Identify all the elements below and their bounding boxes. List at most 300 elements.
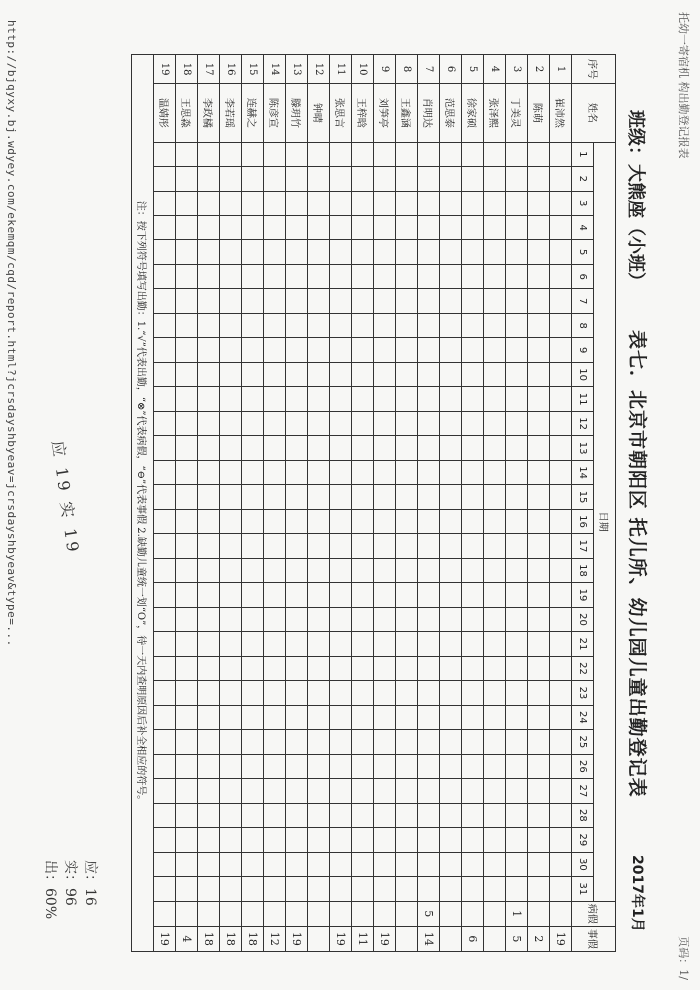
day-cell [550,558,572,582]
day-cell [528,289,550,313]
day-cell [242,632,264,656]
day-cell [264,877,286,902]
day-cell [286,828,308,852]
day-cell [154,705,176,729]
day-cell [440,485,462,509]
day-cell [242,460,264,484]
day-cell [176,191,198,215]
day-cell [440,460,462,484]
day-cell [418,632,440,656]
day-cell [330,754,352,778]
table-row [330,55,352,952]
day-cell [176,681,198,705]
day-cell [176,534,198,558]
day-cell [396,632,418,656]
day-cell [198,387,220,411]
day-cell [396,779,418,803]
day-cell [528,803,550,827]
day-cell [440,215,462,239]
day-cell [308,264,330,288]
day-cell [308,289,330,313]
day-cell [396,828,418,852]
personal-days: 18 [242,926,264,951]
table-row [286,55,308,952]
day-cell [352,362,374,386]
day-cell [176,852,198,876]
col-header-day: 27 [572,779,594,803]
day-cell [198,411,220,435]
footnote-row [132,55,154,952]
personal-days: 19 [330,926,352,951]
day-cell [528,436,550,460]
col-header-day: 5 [572,240,594,264]
child-name: 连赫之 [242,84,264,142]
day-cell [462,509,484,533]
day-cell [484,681,506,705]
day-cell [506,215,528,239]
day-cell [330,191,352,215]
col-header-day: 10 [572,362,594,386]
day-cell [352,142,374,166]
day-cell [176,338,198,362]
day-cell [418,436,440,460]
day-cell [418,460,440,484]
day-cell [484,730,506,754]
day-cell [440,313,462,337]
day-cell [242,338,264,362]
col-header-day: 21 [572,632,594,656]
day-cell [352,754,374,778]
day-cell [484,754,506,778]
personal-days: 19 [374,926,396,951]
day-cell [198,460,220,484]
day-cell [176,877,198,902]
day-cell [286,313,308,337]
day-cell [484,191,506,215]
day-cell [528,607,550,631]
day-cell [242,656,264,680]
handwritten-stat-3: 出：60% [42,860,58,920]
day-cell [484,289,506,313]
day-cell [506,803,528,827]
day-cell [418,142,440,166]
day-cell [330,730,352,754]
day-cell [242,705,264,729]
day-cell [418,705,440,729]
day-cell [484,436,506,460]
day-cell [550,240,572,264]
day-cell [440,264,462,288]
day-cell [220,534,242,558]
day-cell [396,803,418,827]
day-cell [528,215,550,239]
day-cell [220,460,242,484]
table-row [176,55,198,952]
row-number: 16 [220,55,242,84]
day-cell [220,264,242,288]
day-cell [308,485,330,509]
page-title: 表七．北京市朝阳区 托儿所、幼儿园儿童出勤登记表 [626,330,648,798]
table-row [462,55,484,952]
day-cell [550,167,572,191]
day-cell [396,289,418,313]
day-cell [330,632,352,656]
personal-days: 6 [462,926,484,951]
table-row [440,55,462,952]
day-cell [286,191,308,215]
day-cell [330,779,352,803]
day-cell [550,534,572,558]
day-cell [528,705,550,729]
day-cell [176,313,198,337]
sick-days: 5 [418,901,440,926]
day-cell [462,387,484,411]
col-header-personal: 事假 [572,926,616,951]
row-number: 6 [440,55,462,84]
day-cell [242,877,264,902]
day-cell [374,411,396,435]
day-cell [484,607,506,631]
day-cell [330,681,352,705]
day-cell [242,558,264,582]
day-cell [330,607,352,631]
day-cell [462,167,484,191]
day-cell [154,558,176,582]
day-cell [462,215,484,239]
col-header-day: 4 [572,215,594,239]
day-cell [220,313,242,337]
day-cell [440,509,462,533]
col-header-day: 17 [572,534,594,558]
col-header-day: 26 [572,754,594,778]
report-month: 2017年1月 [629,855,645,932]
row-number: 18 [176,55,198,84]
day-cell [176,607,198,631]
day-cell [220,191,242,215]
day-cell [528,362,550,386]
day-cell [550,313,572,337]
day-cell [308,877,330,902]
day-cell [528,485,550,509]
day-cell [242,215,264,239]
table-row [528,55,550,952]
day-cell [506,387,528,411]
day-cell [396,705,418,729]
day-cell [264,436,286,460]
day-cell [440,632,462,656]
day-cell [352,191,374,215]
row-number: 13 [286,55,308,84]
row-number: 10 [352,55,374,84]
day-cell [550,411,572,435]
day-cell [528,681,550,705]
day-cell [264,828,286,852]
day-cell [550,632,572,656]
child-name: 滕玥竹 [286,84,308,142]
day-cell [330,387,352,411]
day-cell [286,215,308,239]
day-cell [352,877,374,902]
day-cell [418,338,440,362]
day-cell [286,877,308,902]
day-cell [352,485,374,509]
col-header-day: 2 [572,167,594,191]
day-cell [330,460,352,484]
day-cell [374,705,396,729]
day-cell [220,142,242,166]
day-cell [308,460,330,484]
day-cell [462,362,484,386]
day-cell [242,852,264,876]
day-cell [374,436,396,460]
day-cell [396,240,418,264]
day-cell [462,877,484,902]
day-cell [418,362,440,386]
day-cell [550,779,572,803]
day-cell [264,240,286,264]
day-cell [220,632,242,656]
day-cell [506,313,528,337]
day-cell [528,534,550,558]
sick-days [220,901,242,926]
day-cell [242,240,264,264]
day-cell [242,681,264,705]
day-cell [418,509,440,533]
table-row [396,55,418,952]
day-cell [528,387,550,411]
day-cell [286,338,308,362]
day-cell [220,167,242,191]
day-cell [506,460,528,484]
col-header-day: 22 [572,656,594,680]
day-cell [396,681,418,705]
day-cell [418,191,440,215]
day-cell [220,240,242,264]
day-cell [462,289,484,313]
col-header-day: 7 [572,289,594,313]
day-cell [176,632,198,656]
day-cell [154,362,176,386]
personal-days: 18 [198,926,220,951]
child-name: 崔沛然 [550,84,572,142]
day-cell [550,338,572,362]
sick-days: 1 [506,901,528,926]
day-cell [198,485,220,509]
day-cell [286,289,308,313]
day-cell [484,509,506,533]
col-header-day: 16 [572,509,594,533]
day-cell [418,534,440,558]
day-cell [418,779,440,803]
day-cell [154,607,176,631]
day-cell [242,730,264,754]
day-cell [396,436,418,460]
day-cell [440,730,462,754]
day-cell [462,656,484,680]
day-cell [330,289,352,313]
row-number: 12 [308,55,330,84]
day-cell [220,289,242,313]
header-row-1 [594,55,616,952]
day-cell [440,877,462,902]
day-cell [506,191,528,215]
personal-days: 14 [418,926,440,951]
personal-days: 19 [154,926,176,951]
child-name: 李若瑶 [220,84,242,142]
day-cell [176,460,198,484]
day-cell [198,338,220,362]
day-cell [198,656,220,680]
day-cell [176,485,198,509]
day-cell [352,779,374,803]
edge-header-text: 托幼一寄宿机 构出勤登记报表 [677,12,690,159]
day-cell [176,289,198,313]
day-cell [440,436,462,460]
day-cell [506,852,528,876]
col-header-day: 24 [572,705,594,729]
day-cell [330,509,352,533]
day-cell [220,852,242,876]
day-cell [352,313,374,337]
sick-days [440,901,462,926]
day-cell [198,852,220,876]
day-cell [308,632,330,656]
day-cell [198,436,220,460]
day-cell [506,534,528,558]
sick-days [396,901,418,926]
day-cell [176,730,198,754]
day-cell [286,534,308,558]
personal-days [396,926,418,951]
day-cell [286,730,308,754]
day-cell [242,583,264,607]
day-cell [462,632,484,656]
day-cell [242,167,264,191]
day-cell [154,191,176,215]
day-cell [418,411,440,435]
day-cell [462,754,484,778]
day-cell [154,779,176,803]
personal-days: 19 [550,926,572,951]
handwritten-stats [40,860,100,919]
day-cell [440,558,462,582]
child-name: 刘笋亭 [374,84,396,142]
day-cell [154,583,176,607]
day-cell [396,411,418,435]
day-cell [264,411,286,435]
day-cell [396,167,418,191]
handwritten-stat-2: 实：96 [62,860,78,906]
day-cell [330,583,352,607]
day-cell [418,289,440,313]
day-cell [374,681,396,705]
day-cell [198,313,220,337]
personal-days: 12 [264,926,286,951]
day-cell [308,411,330,435]
personal-days [440,926,462,951]
day-cell [440,289,462,313]
day-cell [286,632,308,656]
row-number: 15 [242,55,264,84]
day-cell [462,681,484,705]
day-cell [154,460,176,484]
day-cell [286,485,308,509]
header-row-days [572,55,594,952]
day-cell [528,558,550,582]
day-cell [330,558,352,582]
col-header-day: 9 [572,338,594,362]
day-cell [506,754,528,778]
day-cell [286,240,308,264]
day-cell [154,387,176,411]
day-cell [308,558,330,582]
day-cell [462,191,484,215]
day-cell [462,730,484,754]
handwritten-stat-1: 应：16 [82,860,98,906]
day-cell [440,607,462,631]
day-cell [198,509,220,533]
day-cell [286,558,308,582]
day-cell [374,558,396,582]
day-cell [418,681,440,705]
day-cell [506,607,528,631]
day-cell [528,877,550,902]
day-cell [352,460,374,484]
day-cell [154,240,176,264]
day-cell [440,142,462,166]
day-cell [308,509,330,533]
table-row [550,55,572,952]
day-cell [176,411,198,435]
day-cell [176,167,198,191]
col-header-day: 28 [572,803,594,827]
day-cell [352,264,374,288]
day-cell [506,338,528,362]
day-cell [330,167,352,191]
col-header-day: 1 [572,142,594,166]
day-cell [286,167,308,191]
col-header-day: 12 [572,411,594,435]
day-cell [374,191,396,215]
day-cell [396,362,418,386]
day-cell [242,779,264,803]
day-cell [220,583,242,607]
day-cell [484,338,506,362]
day-cell [176,436,198,460]
day-cell [264,632,286,656]
day-cell [308,338,330,362]
sick-days [374,901,396,926]
child-name: 钟晴 [308,84,330,142]
day-cell [198,583,220,607]
day-cell [506,509,528,533]
child-name: 肖明达 [418,84,440,142]
day-cell [440,338,462,362]
day-cell [154,534,176,558]
day-cell [550,142,572,166]
day-cell [264,803,286,827]
day-cell [154,656,176,680]
day-cell [264,705,286,729]
day-cell [220,877,242,902]
day-cell [550,289,572,313]
child-name: 张思言 [330,84,352,142]
day-cell [506,436,528,460]
day-cell [528,338,550,362]
day-cell [550,362,572,386]
row-number: 7 [418,55,440,84]
day-cell [374,852,396,876]
